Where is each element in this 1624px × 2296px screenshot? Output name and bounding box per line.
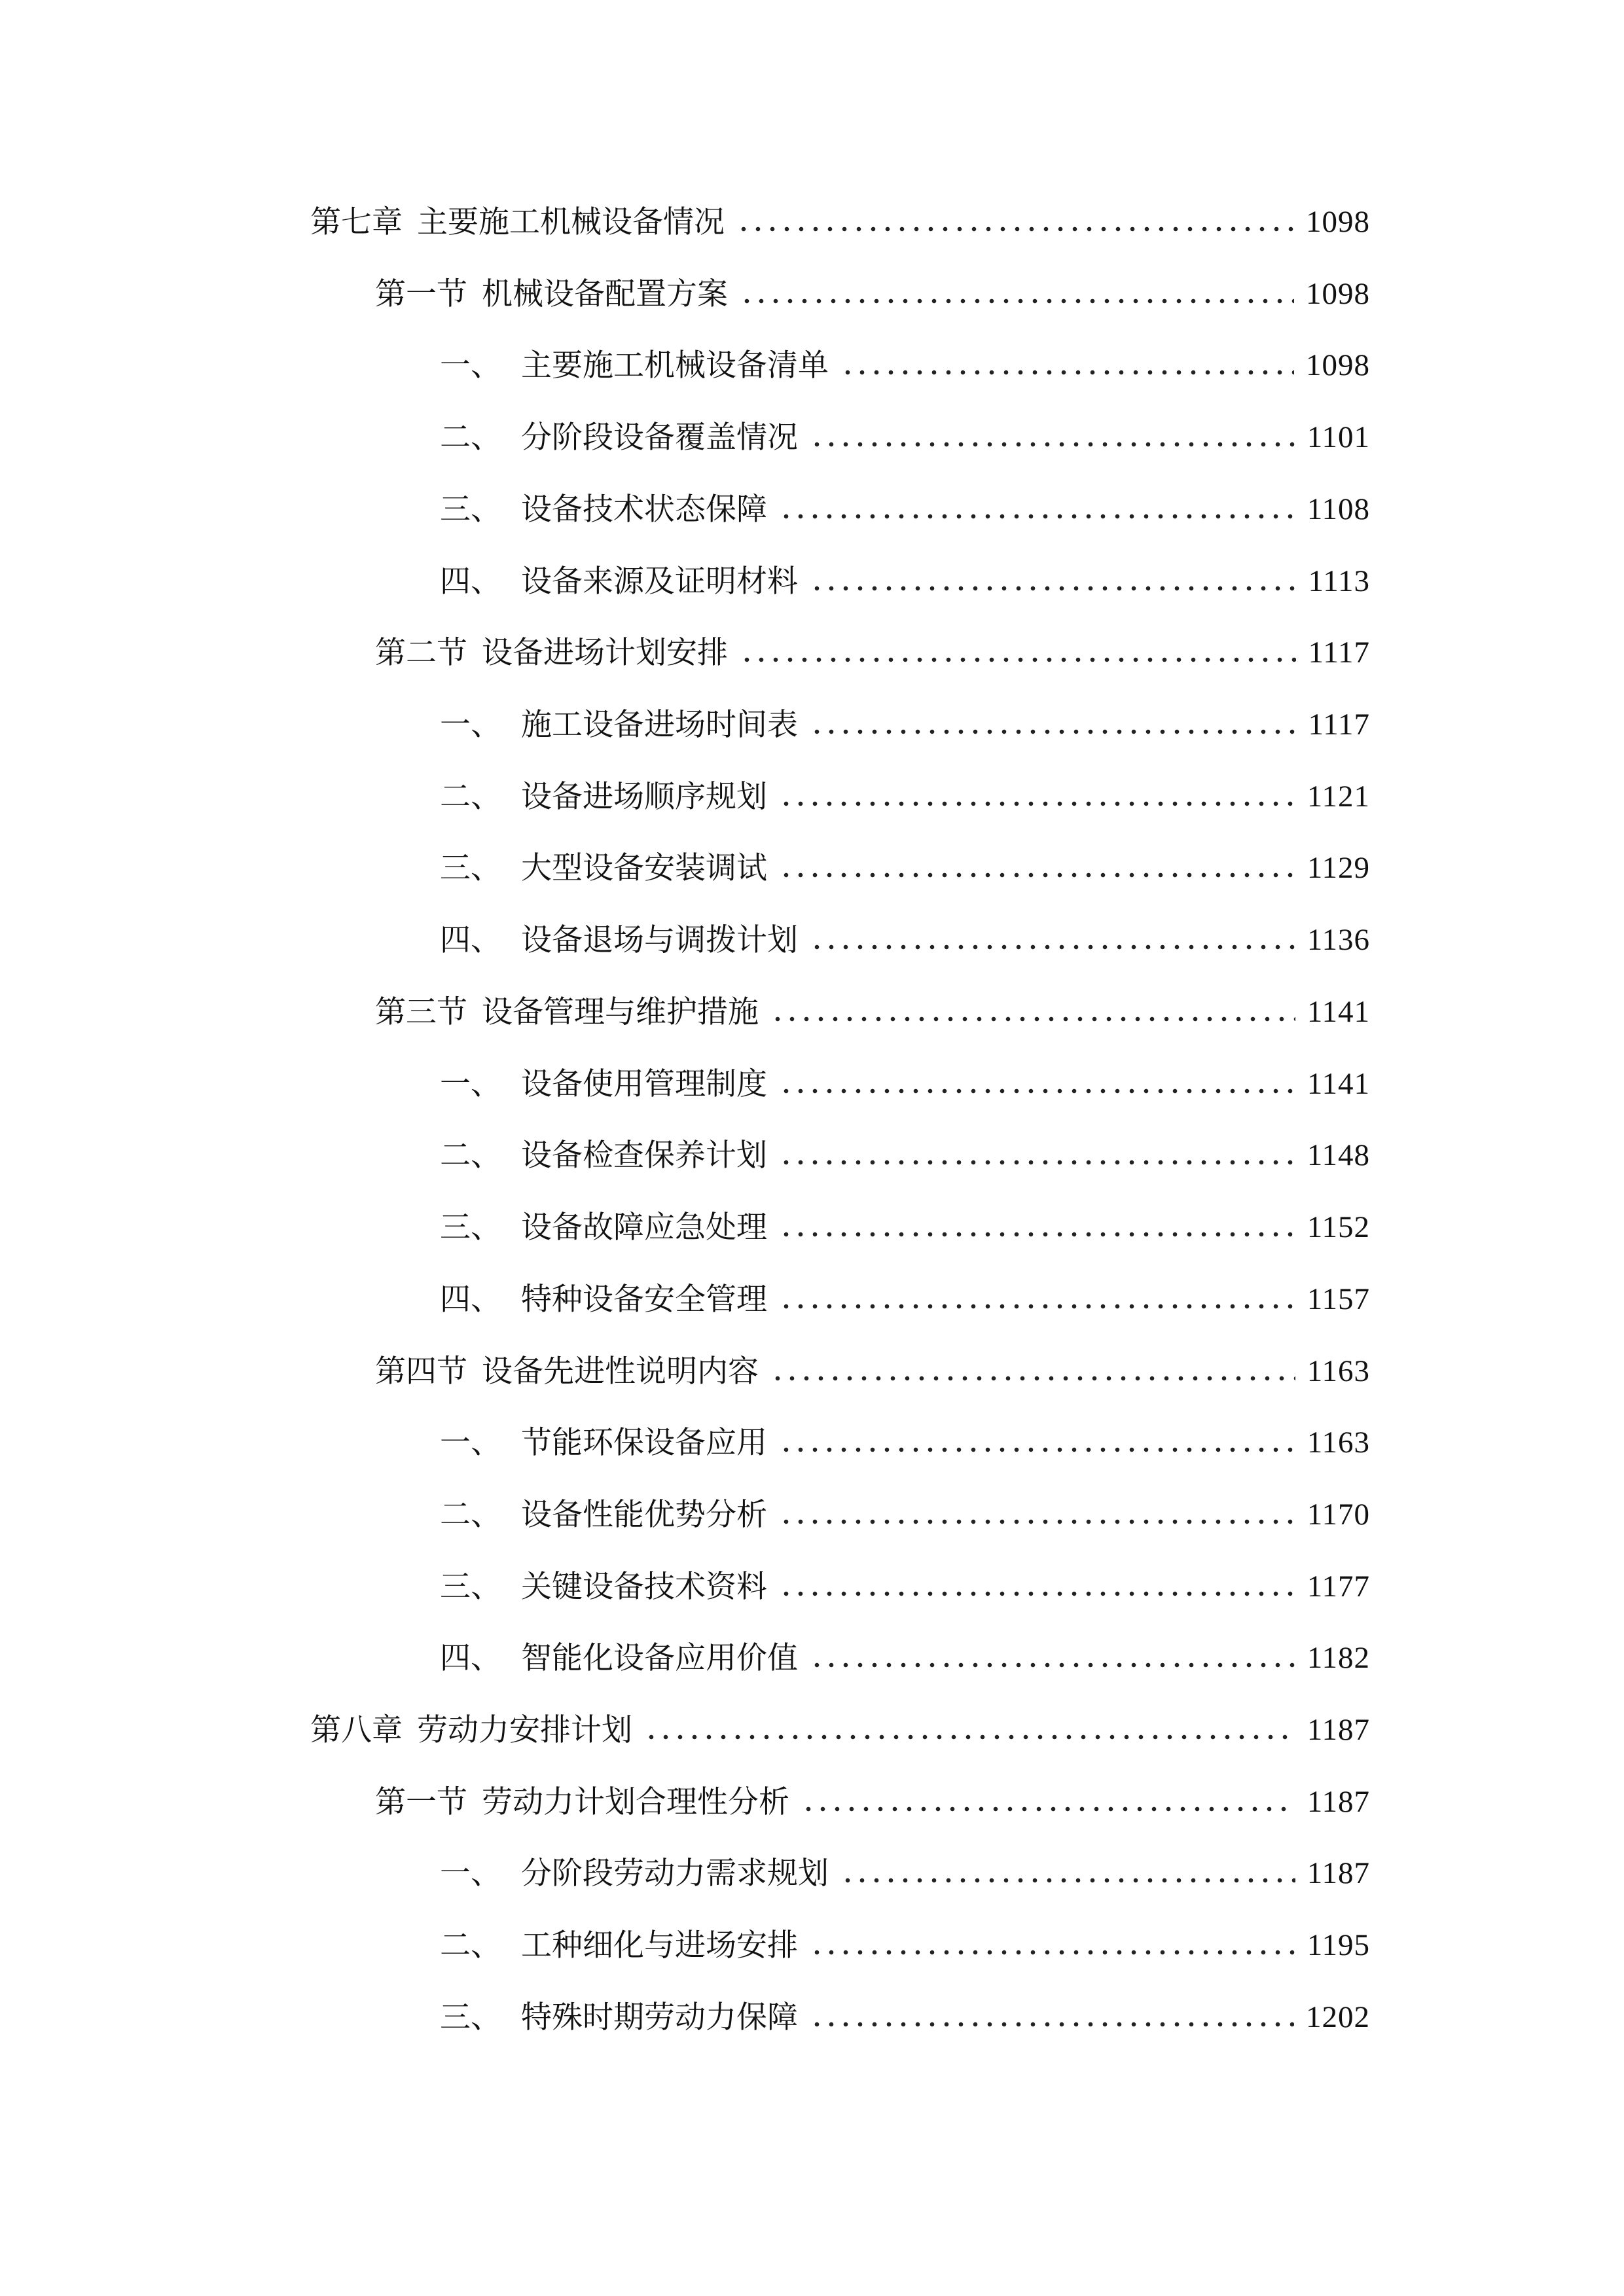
toc-dot-leader [810,1662,1295,1668]
toc-entry-number: 三、 [440,2000,501,2036]
toc-subsection-entry[interactable] [440,1484,1370,1533]
toc-entry-title: 机械设备配置方案 [482,276,728,312]
toc-dot-leader [779,514,1295,519]
toc-page-number: 1098 [1306,277,1370,311]
toc-entry-label [440,420,798,456]
toc-entry-title: 设备进场计划安排 [482,635,728,671]
toc-dot-leader [801,1806,1295,1812]
toc-page-number: 1098 [1306,348,1370,382]
toc-entry-label [440,1066,767,1102]
toc-page-number: 1117 [1308,636,1370,670]
toc-entry-title: 分阶段劳动力需求规划 [521,1856,829,1892]
toc-section-entry[interactable] [375,622,1370,671]
toc-entry-number: 一、 [440,1066,501,1102]
toc-entry-label [440,1856,829,1892]
toc-entry-number: 第四节 [375,1354,467,1390]
toc-page-number: 1187 [1307,1713,1370,1747]
toc-entry-number: 第一节 [375,276,467,312]
toc-entry-number: 三、 [440,1210,501,1246]
toc-entry-title: 关键设备技术资料 [521,1569,767,1605]
toc-subsection-entry[interactable] [440,1987,1370,2036]
toc-entry-title: 设备来源及证明材料 [521,564,798,600]
toc-subsection-entry[interactable] [440,694,1370,743]
toc-page-number: 1157 [1307,1282,1370,1316]
toc-page-number: 1101 [1307,420,1370,454]
toc-dot-leader [810,729,1296,734]
toc-page-number: 1177 [1307,1570,1370,1604]
toc-entry-number: 二、 [440,1928,501,1964]
toc-entry-number: 一、 [440,707,501,743]
toc-entry-number: 四、 [440,1640,501,1676]
toc-entry-number: 四、 [440,922,501,958]
toc-entry-label [440,2000,798,2036]
toc-subsection-entry[interactable] [440,910,1370,956]
toc-page-number: 1170 [1307,1498,1370,1532]
toc-entry-title: 设备管理与维护措施 [482,994,759,1030]
toc-dot-leader [779,1447,1295,1452]
toc-entry-number: 三、 [440,492,501,528]
toc-entry-number: 二、 [440,779,501,815]
toc-subsection-entry[interactable] [440,1556,1370,1605]
toc-page-number: 1148 [1307,1138,1370,1172]
toc-entry-title: 劳动力安排计划 [417,1712,632,1748]
toc-subsection-entry[interactable] [440,1125,1370,1174]
toc-entry-label [440,1138,767,1174]
toc-dot-leader [810,586,1296,591]
toc-subsection-entry[interactable] [440,838,1370,884]
toc-entry-number: 第八章 [310,1712,403,1748]
toc-page-number: 1195 [1307,1928,1370,1962]
toc-page-number: 1117 [1308,708,1370,742]
toc-page-number: 1182 [1307,1641,1370,1675]
toc-entry-title: 设备检查保养计划 [521,1138,767,1174]
toc-entry-label [440,1928,798,1964]
toc-section-entry[interactable] [375,264,1370,310]
toc-entry-title: 分阶段设备覆盖情况 [521,420,798,456]
toc-page-number: 1187 [1307,1856,1370,1890]
toc-entry-number: 一、 [440,1856,501,1892]
toc-page-number: 1187 [1307,1785,1370,1819]
toc-dot-leader [779,1591,1295,1596]
toc-entry-number: 三、 [440,1569,501,1605]
toc-entry-title: 特殊时期劳动力保障 [521,2000,798,2036]
toc-subsection-entry[interactable] [440,1054,1370,1100]
toc-page-number: 1163 [1307,1426,1370,1460]
toc-dot-leader [810,442,1295,447]
toc-entry-title: 设备性能优势分析 [521,1497,767,1533]
toc-entry-number: 一、 [440,348,501,384]
toc-dot-leader [644,1734,1295,1740]
toc-entry-number: 二、 [440,1497,501,1533]
toc-dot-leader [740,657,1296,662]
toc-entry-title: 设备进场顺序规划 [521,779,767,815]
toc-entry-label [375,1784,789,1820]
toc-entry-label [440,922,798,958]
toc-entry-label [440,492,767,528]
toc-chapter-entry[interactable] [310,1700,1370,1746]
toc-entry-label [440,1425,767,1461]
toc-dot-leader [779,872,1295,878]
toc-page-number: 1136 [1307,923,1370,957]
toc-dot-leader [810,2022,1294,2027]
toc-entry-number: 四、 [440,564,501,600]
toc-page-number: 1152 [1307,1210,1370,1244]
toc-entry-number: 第七章 [310,204,403,240]
toc-section-entry[interactable] [375,982,1370,1028]
toc-page-number: 1141 [1307,995,1370,1029]
toc-subsection-entry[interactable] [440,1843,1370,1892]
toc-entry-title: 劳动力计划合理性分析 [482,1784,789,1820]
toc-page-number: 1098 [1306,205,1370,239]
toc-entry-label [440,850,767,886]
toc-entry-label [440,348,829,384]
toc-subsection-entry[interactable] [440,1197,1370,1246]
toc-page-number: 1141 [1307,1067,1370,1101]
toc-entry-label [375,994,759,1030]
toc-entry-label [440,1640,798,1676]
toc-entry-label [440,779,767,815]
toc-dot-leader [810,1950,1295,1955]
toc-dot-leader [840,370,1294,375]
toc-page-number: 1113 [1308,564,1370,598]
toc-page-number: 1121 [1307,780,1370,814]
toc-entry-title: 特种设备安全管理 [521,1282,767,1318]
toc-dot-leader [779,1304,1295,1309]
toc-entry-label [375,635,728,671]
toc-dot-leader [770,1016,1295,1022]
toc-entry-label [440,1497,767,1533]
toc-entry-title: 设备故障应急处理 [521,1210,767,1246]
toc-entry-title: 设备退场与调拨计划 [521,922,798,958]
toc-subsection-entry[interactable] [440,1412,1370,1461]
toc-entry-title: 主要施工机械设备清单 [521,348,829,384]
toc-entry-title: 大型设备安装调试 [521,850,767,886]
toc-dot-leader [779,1088,1295,1094]
toc-dot-leader [770,1376,1295,1381]
toc-page-number: 1129 [1307,851,1370,885]
toc-entry-number: 二、 [440,420,501,456]
toc-dot-leader [779,1160,1295,1165]
toc-entry-label [375,276,728,312]
toc-section-entry[interactable] [375,1772,1370,1818]
toc-dot-leader [779,1232,1295,1237]
toc-dot-leader [840,1878,1295,1883]
toc-entry-title: 节能环保设备应用 [521,1425,767,1461]
toc-page-number: 1163 [1307,1354,1370,1388]
toc-dot-leader [740,298,1294,304]
toc-entry-title: 设备使用管理制度 [521,1066,767,1102]
toc-subsection-entry[interactable] [440,551,1370,600]
toc-chapter-entry[interactable] [310,192,1370,238]
toc-entry-label [440,1569,767,1605]
toc-entry-number: 一、 [440,1425,501,1461]
toc-entry-title: 工种细化与进场安排 [521,1928,798,1964]
toc-subsection-entry[interactable] [440,766,1370,815]
toc-section-entry[interactable] [375,1341,1370,1390]
toc-entry-number: 二、 [440,1138,501,1174]
toc-entry-title: 智能化设备应用价值 [521,1640,798,1676]
toc-dot-leader [736,226,1294,232]
toc-entry-number: 三、 [440,850,501,886]
toc-entry-label [375,1354,759,1390]
toc-entry-label [440,564,798,600]
toc-entry-label [440,1282,767,1318]
toc-entry-number: 第二节 [375,635,467,671]
toc-subsection-entry[interactable] [440,1269,1370,1318]
toc-entry-number: 第三节 [375,994,467,1030]
toc-entry-label [440,707,798,743]
toc-entry-title: 设备先进性说明内容 [482,1354,759,1390]
toc-dot-leader [779,801,1295,806]
toc-entry-title: 主要施工机械设备情况 [417,204,725,240]
toc-entry-title: 施工设备进场时间表 [521,707,798,743]
toc-subsection-entry[interactable] [440,479,1370,528]
toc-entry-number: 第一节 [375,1784,467,1820]
toc-entry-title: 设备技术状态保障 [521,492,767,528]
toc-subsection-entry[interactable] [440,407,1370,456]
toc-dot-leader [810,944,1295,950]
toc-entry-label [440,1210,767,1246]
toc-entry-label [310,204,725,240]
toc-entry-label [310,1712,632,1748]
toc-subsection-entry[interactable] [440,335,1370,384]
toc-subsection-entry[interactable] [440,1915,1370,1964]
toc-subsection-entry[interactable] [440,1628,1370,1674]
toc-dot-leader [779,1519,1295,1524]
toc-page-number: 1202 [1306,2000,1370,2034]
toc-page-number: 1108 [1307,492,1370,526]
toc-entry-number: 四、 [440,1282,501,1318]
